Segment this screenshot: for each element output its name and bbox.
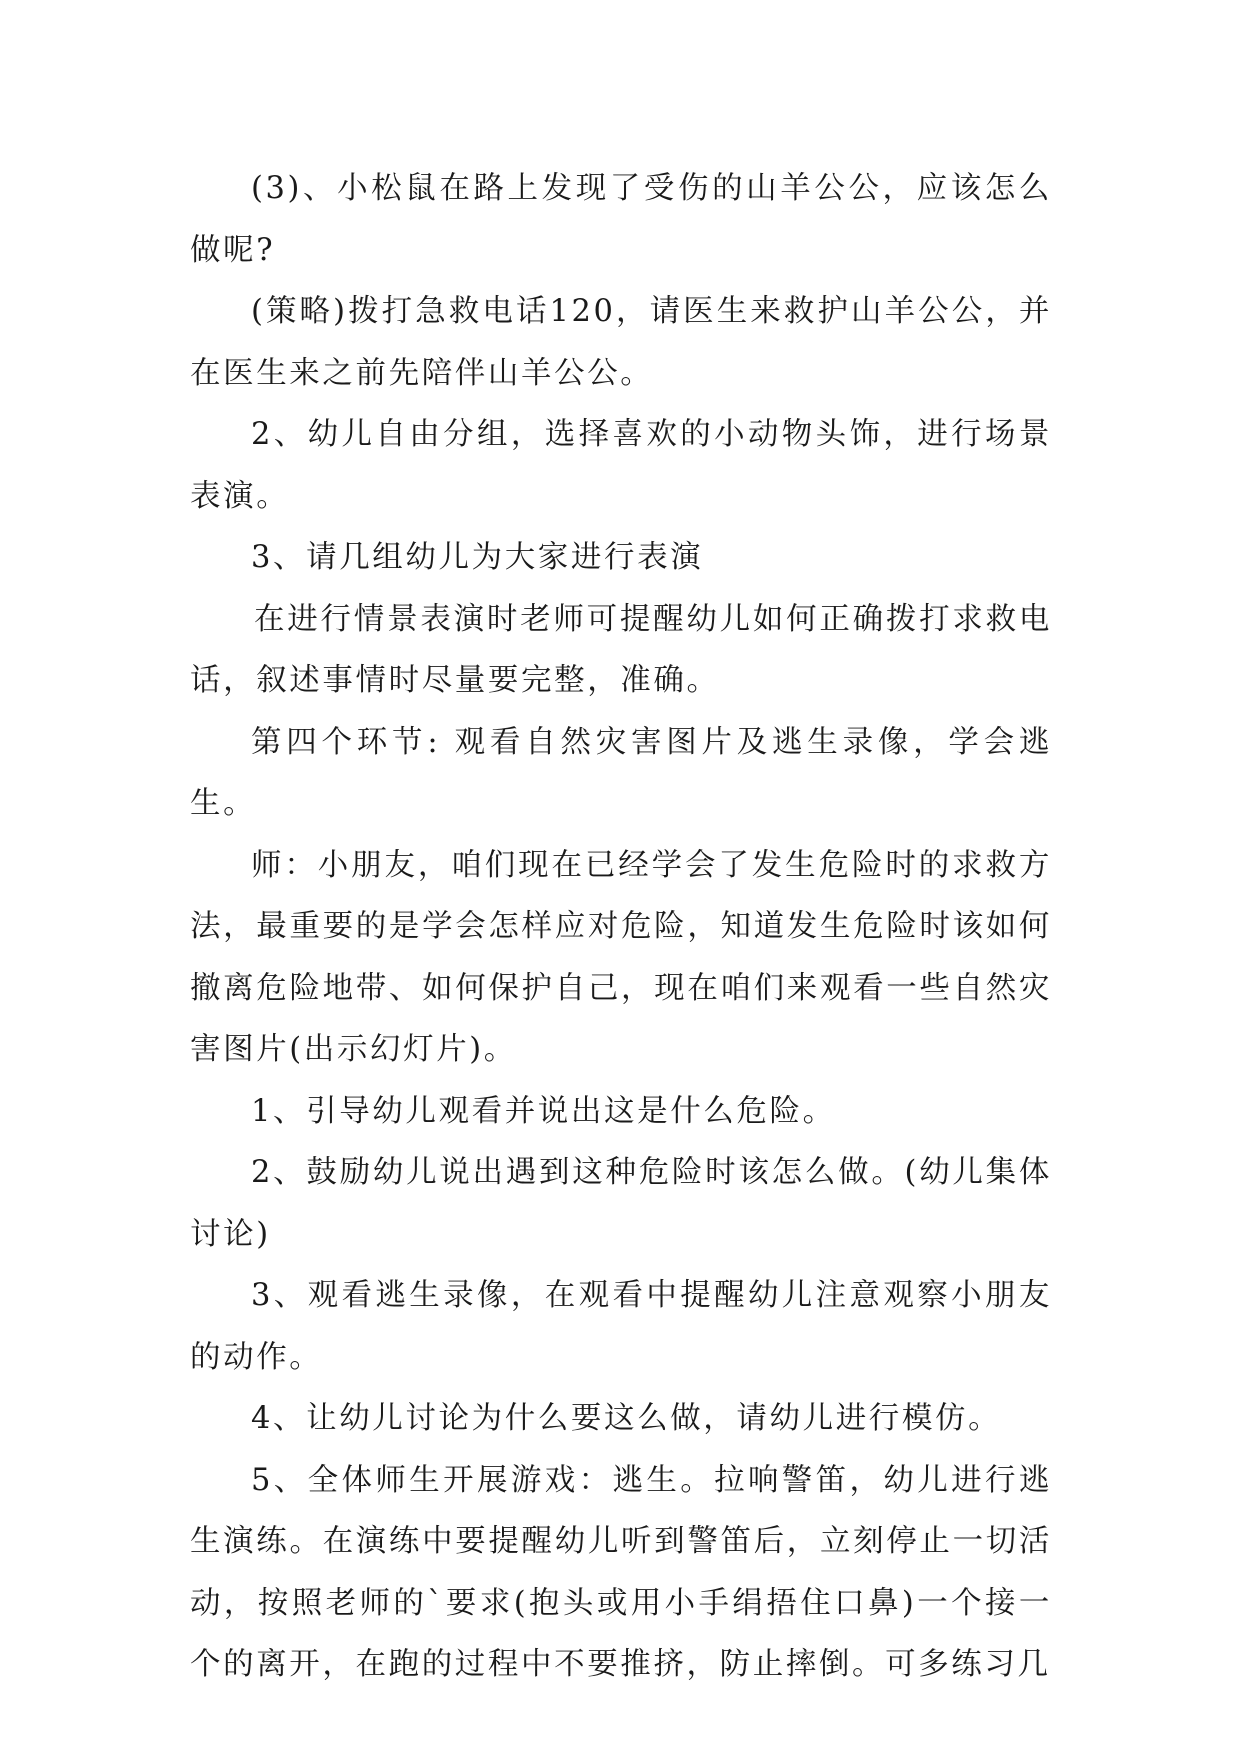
paragraph-6: 第四个环节: 观看自然灾害图片及逃生录像，学会逃生。 xyxy=(190,724,1052,821)
paragraph-8: 1、引导幼儿观看并说出这是什么危险。 xyxy=(251,1093,836,1129)
paragraph-4: 3、请几组幼儿为大家进行表演 xyxy=(251,540,704,575)
paragraph-7: 师：小朋友，咱们现在已经学会了发生危险时的求救方法，最重要的是学会怎样应对危险，知道发生危险时该如何撤离危险地带、如何保护自己，现在咱们来观看一些自然灾害图片(出示幻灯片)。 xyxy=(190,847,1052,1067)
paragraph-9: 2、鼓励幼儿说出遇到这种危险时该怎么做。(幼儿集体讨论) xyxy=(190,1155,1052,1252)
paragraph-5: 在进行情景表演时老师可提醒幼儿如何正确拨打求救电话，叙述事情时尽量要完整，准确。 xyxy=(190,601,1052,698)
paragraph-10: 3、观看逃生录像，在观看中提醒幼儿注意观察小朋友的动作。 xyxy=(190,1278,1052,1375)
paragraph-2: (策略)拨打急救电话120，请医生来救护山羊公公，并在医生来之前先陪伴山羊公公。 xyxy=(190,294,1052,391)
paragraph-3: 2、幼儿自由分组，选择喜欢的小动物头饰，进行场景表演。 xyxy=(190,417,1052,514)
paragraph-11: 4、让幼儿讨论为什么要这么做，请幼儿进行模仿。 xyxy=(251,1401,1002,1436)
paragraph-12: 5、全体师生开展游戏：逃生。拉响警笛，幼儿进行逃生演练。在演练中要提醒幼儿听到警笛后，立刻停止一切活动，按照老师的`要求(抱头或用小手绢捂住口鼻)一个接一个的离开，在跑的过程中不要推挤，防止摔倒。可多练习几 xyxy=(190,1462,1052,1682)
document-page xyxy=(190,158,1052,1696)
paragraph-1: (3)、小松鼠在路上发现了受伤的山羊公公，应该怎么做呢? xyxy=(190,171,1052,268)
